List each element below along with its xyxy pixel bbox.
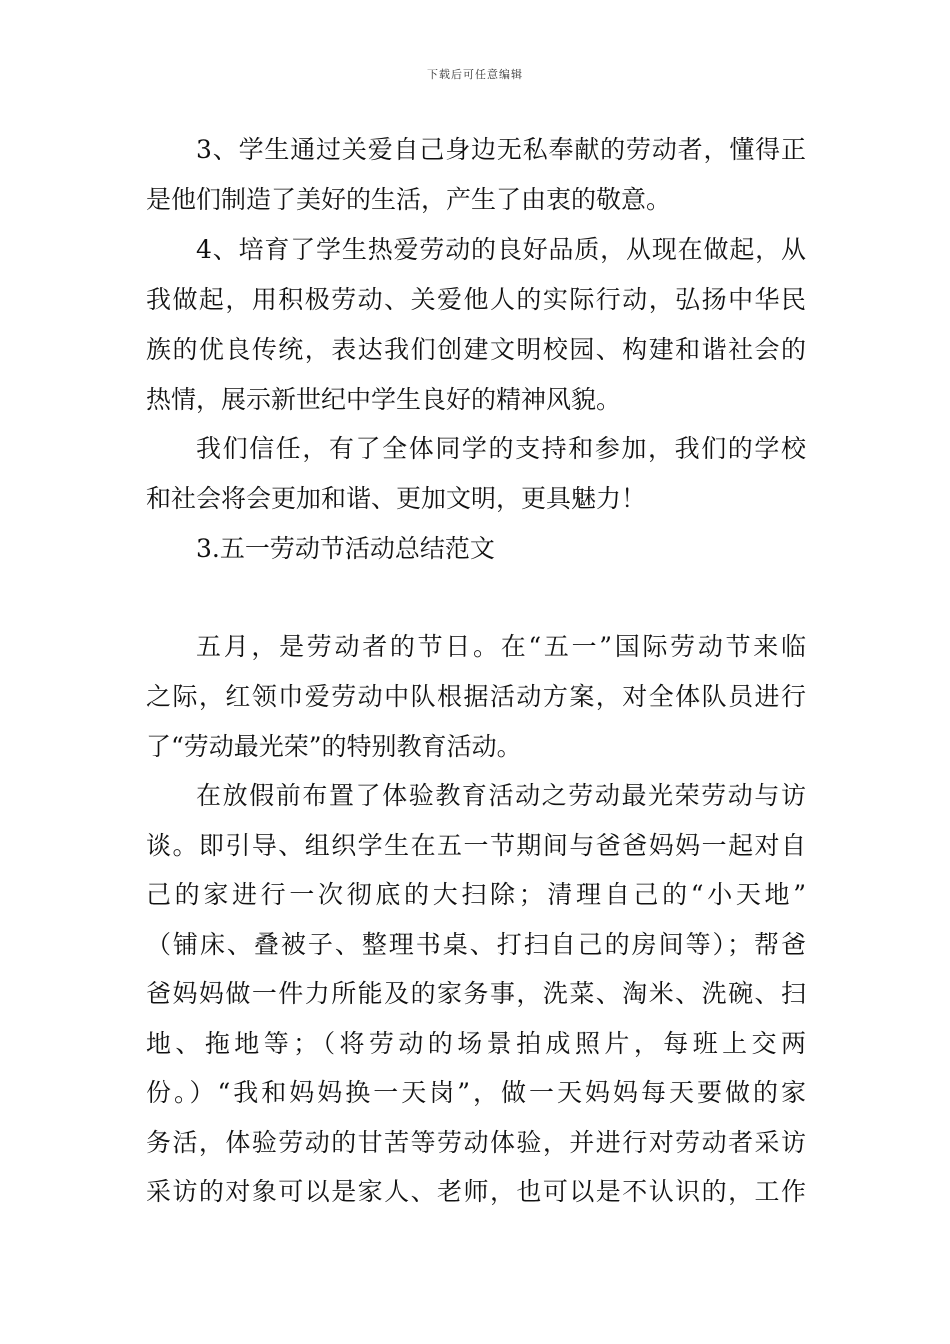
text-line: 是他们制造了美好的生活，产生了由衷的敬意。: [146, 185, 672, 214]
text-line: 采访的对象可以是家人、老师，也可以是不认识的，工作: [146, 1177, 806, 1206]
text-line: 五月，是劳动者的节日。在“五一”国际劳动节来临: [196, 632, 806, 661]
text-line: 谈。即引导、组织学生在五一节期间与爸爸妈妈一起对自: [146, 831, 806, 860]
text-line: 我做起，用积极劳动、关爱他人的实际行动，弘扬中华民: [146, 285, 806, 314]
text-line: 份。）“我和妈妈换一天岗”，做一天妈妈每天要做的家: [146, 1078, 806, 1107]
text-line: 4、培育了学生热爱劳动的良好品质，从现在做起，从: [196, 235, 806, 264]
text-line: 和社会将会更加和谐、更加文明，更具魅力！: [146, 484, 647, 513]
text-line: 己的家进行一次彻底的大扫除；清理自己的“小天地”: [146, 880, 806, 909]
text-line: 了“劳动最光荣”的特别教育活动。: [146, 732, 522, 761]
text-line: 在放假前布置了体验教育活动之劳动最光荣劳动与访: [196, 781, 806, 810]
text-line: 族的优良传统，表达我们创建文明校园、构建和谐社会的: [146, 335, 806, 364]
text-line: 务活，体验劳动的甘苦等劳动体验，并进行对劳动者采访: [146, 1128, 806, 1157]
text-line: 之际，红领巾爱劳动中队根据活动方案，对全体队员进行: [146, 682, 806, 711]
text-line: 3、学生通过关爱自己身边无私奉献的劳动者，懂得正: [196, 135, 806, 164]
text-line: 我们信任，有了全体同学的支持和参加，我们的学校: [196, 434, 806, 463]
text-line: 地、拖地等；（将劳动的场景拍成照片，每班上交两: [146, 1029, 806, 1058]
page-header: 下载后可任意编辑: [427, 68, 523, 81]
text-line: 热情，展示新世纪中学生良好的精神风貌。: [146, 385, 622, 414]
text-line: 爸妈妈做一件力所能及的家务事，洗菜、淘米、洗碗、扫: [146, 979, 806, 1008]
text-line: （铺床、叠被子、整理书桌、打扫自己的房间等）；帮爸: [146, 930, 806, 959]
section-heading: 3.五一劳动节活动总结范文: [196, 534, 495, 563]
